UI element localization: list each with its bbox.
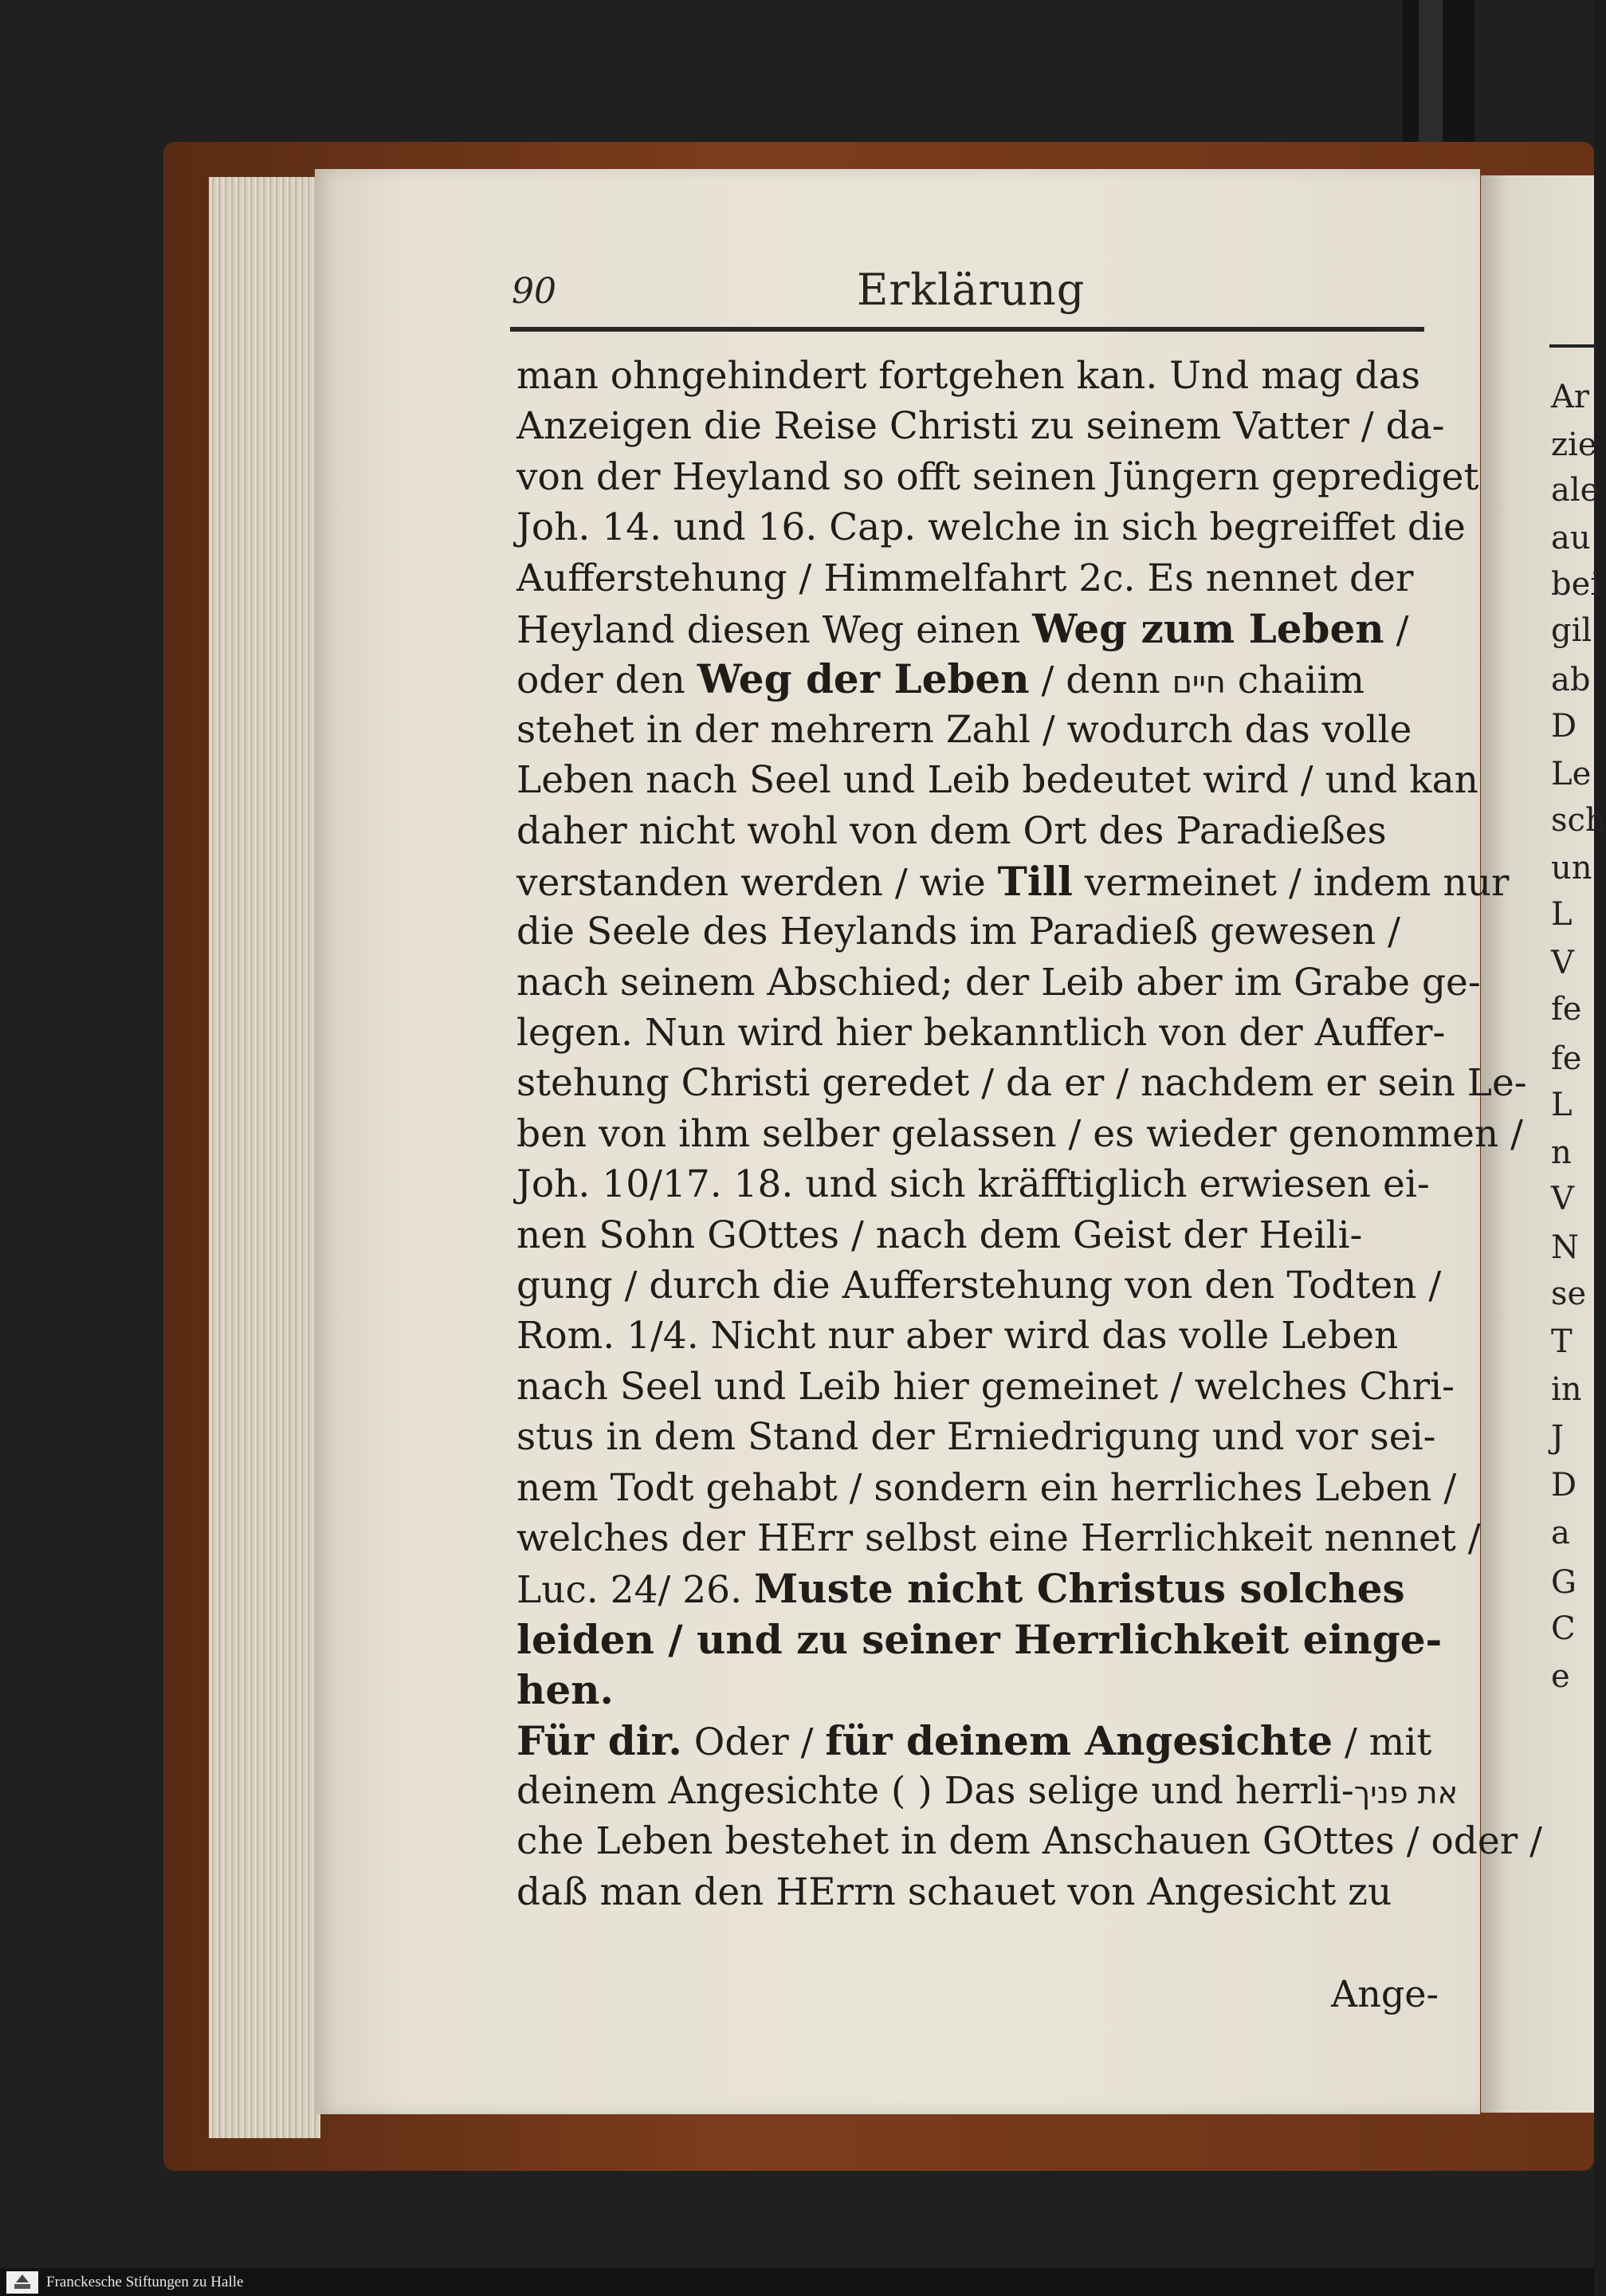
right-page-fragment-text: un (1551, 850, 1592, 887)
text-line (516, 1260, 1441, 1311)
line-text: chaiim (1225, 659, 1365, 703)
line-text: die Seele des Heylands im Paradieß gewesen / (516, 910, 1401, 954)
emphasis-text: Für dir. (516, 1716, 682, 1764)
text-line (516, 1665, 1441, 1715)
text-line (516, 705, 1441, 755)
right-page-fragment-text: L (1551, 1087, 1573, 1123)
line-text: Leben nach Seel und Leib bedeutet wird / und kan (516, 758, 1478, 803)
text-line (516, 351, 1441, 401)
text-line (516, 1058, 1527, 1108)
emphasis-text: Weg der Leben (697, 655, 1030, 703)
text-line (516, 957, 1481, 1008)
line-text: stus in dem Stand der Erniedrigung und vor sei- (516, 1415, 1436, 1460)
line-text: nem Todt gehabt / sondern ein herrliches Leben / (516, 1465, 1457, 1510)
right-page-fragment-text: a (1551, 1515, 1570, 1551)
line-text: oder den (516, 659, 697, 703)
line-text: che Leben bestehet in dem Anschauen GOttes / oder / (516, 1819, 1542, 1864)
text-line (516, 1766, 1459, 1816)
line-text: / mit (1333, 1720, 1432, 1764)
line-text: / (1384, 607, 1409, 652)
line-text: Joh. 10/17. 18. und sich kräfftiglich erwiesen ei- (516, 1162, 1430, 1207)
text-line (516, 553, 1441, 603)
text-line (516, 1563, 1441, 1614)
text-line (516, 603, 1441, 654)
right-page-fragment-text: D (1551, 708, 1577, 745)
line-text: daß man den HErrn schauet von Angesicht zu (516, 1869, 1392, 1914)
line-text: von der Heyland so offt seinen Jüngern geprediget (516, 454, 1479, 499)
line-text: Luc. 24/ 26. (516, 1568, 754, 1613)
text-line (516, 906, 1441, 957)
running-head: Erklärung (857, 265, 1086, 315)
right-page-fragment-text: T (1551, 1323, 1573, 1360)
text-line (516, 401, 1445, 451)
line-text: Aufferstehung / Himmelfahrt 2c. Es nennet der (516, 556, 1414, 600)
line-text: gung / durch die Aufferstehung von den Todten / (516, 1264, 1442, 1308)
right-page-fragment-text: C (1551, 1610, 1576, 1647)
emphasis-text: leiden / und zu seiner Herrlichkeit einge- (516, 1615, 1443, 1663)
text-line (516, 1210, 1441, 1260)
text-line (516, 502, 1466, 552)
text-line (516, 452, 1479, 502)
emphasis-text: Weg zum Leben (1032, 604, 1384, 652)
line-text: legen. Nun wird hier bekanntlich von der Auffer- (516, 1011, 1446, 1056)
text-line (516, 1513, 1481, 1563)
page-number: 90 (512, 271, 556, 312)
right-page-fragment-text: sch (1551, 802, 1606, 839)
right-page-fragment-text: n (1551, 1134, 1572, 1171)
right-page-fragment-text: fe (1551, 1040, 1582, 1077)
right-page-fragment-text: in (1551, 1371, 1582, 1408)
text-line (516, 1716, 1441, 1766)
line-text: Joh. 14. und 16. Cap. welche in sich begreiffet die (516, 505, 1466, 550)
line-text: Rom. 1/4. Nicht nur aber wird das volle Leben (516, 1314, 1399, 1358)
right-page-fragment-text: N (1551, 1229, 1579, 1266)
right-page-fragment-text: Le (1551, 756, 1592, 792)
right-page-fragment-text: se (1551, 1276, 1587, 1312)
right-page-fragment-text: bei (1551, 566, 1601, 603)
right-page-fragment-text: Ar (1551, 379, 1590, 415)
emphasis-text: für deinem Angesichte (825, 1716, 1333, 1764)
right-page-fragment-text: V (1551, 945, 1574, 981)
line-text: stehung Christi geredet / da er / nachdem er sein Le- (516, 1061, 1527, 1106)
footer-credit: Franckesche Stiftungen zu Halle (46, 2274, 244, 2290)
right-page-fragment-text: L (1551, 896, 1573, 933)
right-page-fragment-text: ab (1551, 662, 1591, 698)
hebrew-text: חיים (1172, 665, 1226, 701)
line-text: Oder / (681, 1720, 826, 1764)
text-line (516, 1008, 1446, 1058)
emphasis-text: Muste nicht Christus solches (753, 1565, 1405, 1613)
right-page-fragment-text: fe (1551, 991, 1582, 1028)
line-text: deinem Angesichte ( (516, 1768, 918, 1813)
text-line (516, 1109, 1523, 1159)
text-line (516, 654, 1441, 704)
line-text: ben von ihm selber gelassen / es wieder genommen / (516, 1111, 1523, 1156)
line-text: nen Sohn GOttes / nach dem Geist der Heili- (516, 1213, 1363, 1257)
line-text: stehet in der mehrern Zahl / wodurch das volle (516, 707, 1412, 752)
text-line (516, 1311, 1441, 1361)
text-line (516, 1159, 1441, 1209)
text-line (516, 1614, 1441, 1665)
header-rule (510, 327, 1424, 332)
line-text: Heyland diesen Weg einen (516, 607, 1033, 652)
line-text: ) Das selige und herrli- (917, 1768, 1354, 1813)
line-text: Anzeigen die Reise Christi zu seinem Vatter / da- (516, 404, 1445, 449)
institution-logo-icon (6, 2271, 38, 2294)
text-line (516, 755, 1478, 805)
right-page-fragment-text: ale (1551, 472, 1600, 509)
line-text: man ohngehindert fortgehen kan. Und mag das (516, 354, 1420, 398)
page-block-edge (209, 177, 320, 2138)
right-page-fragment-text: G (1551, 1564, 1577, 1601)
text-line (516, 1463, 1457, 1513)
text-line (516, 1412, 1441, 1462)
line-text: daher nicht wohl von dem Ort des Paradießes (516, 808, 1387, 853)
text-line (516, 1816, 1542, 1866)
line-text: nach Seel und Leib hier gemeinet / welches Chri- (516, 1364, 1455, 1409)
right-page-fragment-text: V (1551, 1181, 1574, 1217)
body-text (516, 351, 1542, 1917)
text-line (516, 1867, 1441, 1917)
line-text: welches der HErr selbst eine Herrlichkeit nennet / (516, 1516, 1481, 1560)
right-page-fragment-text: J (1551, 1419, 1565, 1456)
right-page-fragment-text: gil (1551, 612, 1592, 649)
line-text: nach seinem Abschied; der Leib aber im Grabe ge- (516, 960, 1481, 1005)
right-page-fragment-text: zie (1551, 427, 1597, 463)
footer-bar (0, 2268, 1594, 2296)
emphasis-text: hen. (516, 1666, 614, 1714)
line-text: verstanden werden / wie (516, 860, 998, 905)
right-page-fragment-text: e (1551, 1658, 1570, 1695)
right-page-rule (1549, 344, 1597, 348)
right-page-fragment-text: au (1551, 520, 1591, 556)
text-line (516, 1362, 1455, 1412)
hebrew-text: את פניך (1353, 1775, 1459, 1810)
right-page-fragment-text: D (1551, 1467, 1577, 1504)
catchword: Ange- (1331, 1972, 1439, 2015)
text-line (516, 856, 1510, 906)
emphasis-text: Till (997, 857, 1073, 905)
text-line (516, 806, 1441, 856)
line-text: vermeinet / indem nur (1072, 860, 1510, 905)
line-text: / denn (1029, 659, 1172, 703)
